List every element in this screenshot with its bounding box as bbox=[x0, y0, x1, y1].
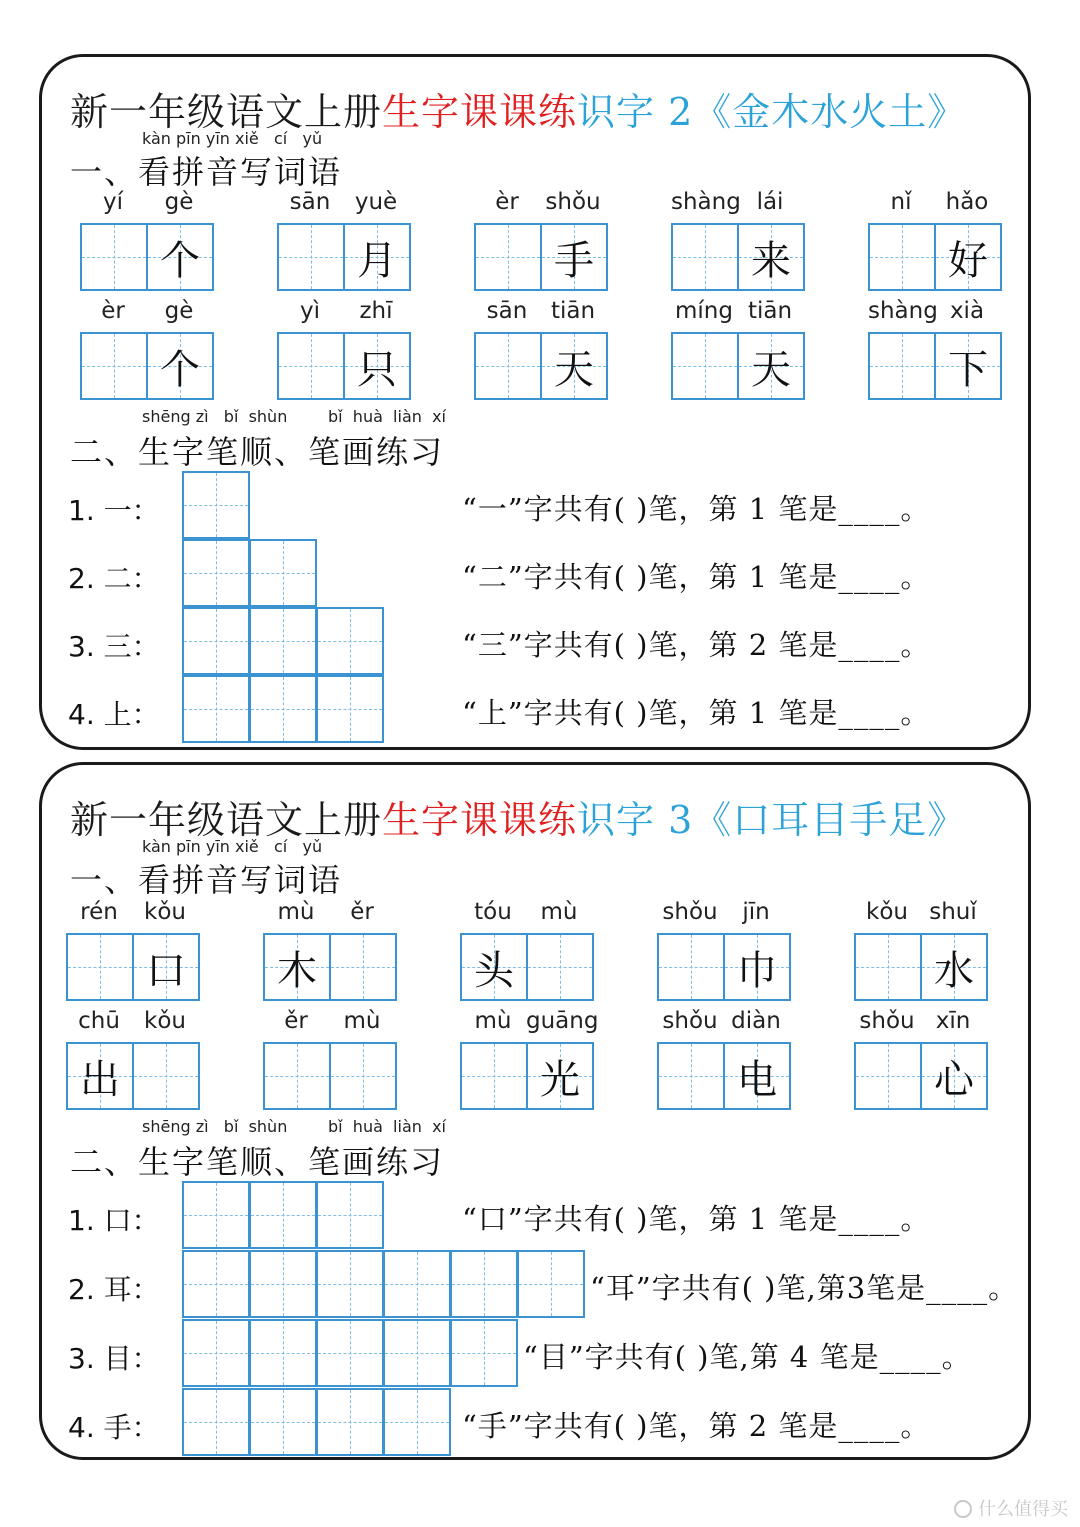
writing-cell[interactable] bbox=[920, 1042, 988, 1110]
cell-character: 月 bbox=[357, 237, 397, 284]
writing-cell[interactable] bbox=[132, 1042, 200, 1110]
cell-character bbox=[279, 334, 343, 398]
word-pinyin: èr bbox=[495, 189, 519, 215]
stroke-box[interactable] bbox=[450, 1250, 518, 1318]
cell-character bbox=[528, 935, 592, 999]
stroke-box[interactable] bbox=[249, 675, 317, 743]
stroke-box[interactable] bbox=[182, 539, 250, 607]
stroke-box[interactable] bbox=[182, 675, 250, 743]
stroke-box[interactable] bbox=[316, 607, 384, 675]
writing-cell[interactable] bbox=[657, 933, 725, 1001]
writing-cell[interactable] bbox=[920, 933, 988, 1001]
cell-character: 个 bbox=[160, 237, 200, 284]
word-pinyin: xīn bbox=[935, 1008, 971, 1034]
word-pinyin: yuè bbox=[354, 189, 398, 215]
cell-character: 头 bbox=[474, 947, 514, 994]
cell-character bbox=[856, 935, 920, 999]
section1-heading: 一、看拼音写词语 bbox=[70, 861, 343, 899]
writing-cell[interactable] bbox=[329, 933, 397, 1001]
stroke-question-label: 4. 手： bbox=[68, 1411, 160, 1444]
section2-pinyin: shēng zì bǐ shùn bǐ huà liàn xí bbox=[142, 407, 446, 426]
word-pinyin: shǒu bbox=[859, 1008, 915, 1034]
word-pinyin: shǒu bbox=[662, 1008, 718, 1034]
worksheet-card-1 bbox=[39, 54, 1031, 750]
writing-cell[interactable] bbox=[146, 223, 214, 291]
stroke-question-text: “一”字共有( )笔，第 1 笔是____。 bbox=[462, 492, 931, 526]
writing-cell[interactable] bbox=[737, 223, 805, 291]
stroke-question-text: “三”字共有( )笔，第 2 笔是____。 bbox=[462, 628, 931, 662]
word-pinyin: lái bbox=[756, 189, 784, 215]
stroke-question-label: 1. 一： bbox=[68, 494, 160, 527]
word-pinyin: hǎo bbox=[945, 189, 989, 215]
writing-cell[interactable] bbox=[737, 332, 805, 400]
writing-cell[interactable] bbox=[868, 332, 936, 400]
cell-character bbox=[673, 334, 737, 398]
stroke-question-text: “目”字共有( )笔,第 4 笔是____。 bbox=[523, 1340, 972, 1374]
word-pinyin: mù bbox=[277, 899, 315, 925]
title-lesson: 识字 3《口耳目手足》 bbox=[577, 798, 967, 842]
writing-cell[interactable] bbox=[671, 332, 739, 400]
writing-cell[interactable] bbox=[132, 933, 200, 1001]
cell-character bbox=[331, 935, 395, 999]
stroke-box[interactable] bbox=[182, 607, 250, 675]
word-pinyin: chū bbox=[78, 1008, 120, 1034]
writing-cell[interactable] bbox=[671, 223, 739, 291]
worksheet-card-2 bbox=[39, 762, 1031, 1460]
writing-cell[interactable] bbox=[540, 223, 608, 291]
word-pinyin: ěr bbox=[284, 1008, 308, 1034]
word-pinyin: jīn bbox=[742, 899, 770, 925]
section1-pinyin: kàn pīn yīn xiě cí yǔ bbox=[142, 129, 323, 148]
smzdm-logo-icon bbox=[954, 1500, 972, 1518]
writing-cell[interactable] bbox=[934, 223, 1002, 291]
writing-cell[interactable] bbox=[868, 223, 936, 291]
watermark-text: 什么值得买 bbox=[978, 1499, 1068, 1520]
cell-character: 光 bbox=[540, 1056, 580, 1103]
stroke-box[interactable] bbox=[249, 1319, 317, 1387]
cell-character: 出 bbox=[80, 1056, 120, 1103]
word-pinyin: tiān bbox=[550, 298, 596, 324]
cell-character bbox=[673, 225, 737, 289]
cell-character bbox=[82, 334, 146, 398]
cell-character bbox=[870, 225, 934, 289]
cell-character: 好 bbox=[948, 237, 988, 284]
writing-cell[interactable] bbox=[657, 1042, 725, 1110]
cell-character: 天 bbox=[554, 346, 594, 393]
writing-cell[interactable] bbox=[460, 933, 528, 1001]
writing-cell[interactable] bbox=[460, 1042, 528, 1110]
cell-character: 心 bbox=[934, 1056, 974, 1103]
section1-pinyin: kàn pīn yīn xiě cí yǔ bbox=[142, 837, 323, 856]
word-pinyin: èr bbox=[101, 298, 125, 324]
cell-character bbox=[870, 334, 934, 398]
stroke-question-text: “上”字共有( )笔，第 1 笔是____。 bbox=[462, 696, 931, 730]
watermark bbox=[954, 1495, 1068, 1521]
cell-character bbox=[476, 334, 540, 398]
stroke-question-label: 1. 口： bbox=[68, 1204, 160, 1237]
cell-character bbox=[659, 935, 723, 999]
stroke-box[interactable] bbox=[182, 1319, 250, 1387]
cell-character: 天 bbox=[751, 346, 791, 393]
stroke-box[interactable] bbox=[249, 1388, 317, 1456]
word-pinyin: rén bbox=[80, 899, 118, 925]
cell-character bbox=[279, 225, 343, 289]
stroke-box[interactable] bbox=[383, 1388, 451, 1456]
writing-cell[interactable] bbox=[474, 223, 542, 291]
stroke-question-label: 3. 目： bbox=[68, 1342, 160, 1375]
section2-pinyin: shēng zì bǐ shùn bǐ huà liàn xí bbox=[142, 1117, 446, 1136]
word-pinyin: diàn bbox=[731, 1008, 781, 1034]
title-highlight: 生字课课练 bbox=[382, 90, 578, 134]
writing-cell[interactable] bbox=[934, 332, 1002, 400]
stroke-question-label: 2. 二： bbox=[68, 562, 160, 595]
stroke-box[interactable] bbox=[450, 1319, 518, 1387]
stroke-box[interactable] bbox=[249, 607, 317, 675]
cell-character: 水 bbox=[934, 947, 974, 994]
stroke-box[interactable] bbox=[383, 1250, 451, 1318]
writing-cell[interactable] bbox=[854, 1042, 922, 1110]
writing-cell[interactable] bbox=[526, 933, 594, 1001]
word-pinyin: ěr bbox=[350, 899, 374, 925]
cell-character bbox=[331, 1044, 395, 1108]
cell-character: 木 bbox=[277, 947, 317, 994]
word-pinyin: zhī bbox=[359, 298, 393, 324]
stroke-question-label: 2. 耳： bbox=[68, 1273, 160, 1306]
word-pinyin: tiān bbox=[747, 298, 793, 324]
cell-character bbox=[68, 935, 132, 999]
stroke-box[interactable] bbox=[383, 1319, 451, 1387]
word-pinyin: míng bbox=[675, 298, 733, 324]
word-pinyin: mù bbox=[343, 1008, 381, 1034]
stroke-question-text: “二”字共有( )笔，第 1 笔是____。 bbox=[462, 560, 931, 594]
stroke-question-text: “耳”字共有( )笔,第3笔是____。 bbox=[590, 1271, 1019, 1305]
word-pinyin: gè bbox=[164, 298, 194, 324]
word-pinyin: yì bbox=[299, 298, 320, 324]
stroke-box[interactable] bbox=[517, 1250, 585, 1318]
stroke-box[interactable] bbox=[316, 1319, 384, 1387]
stroke-question-text: “手”字共有( )笔，第 2 笔是____。 bbox=[462, 1409, 931, 1443]
word-pinyin: shàng bbox=[671, 189, 741, 215]
writing-cell[interactable] bbox=[329, 1042, 397, 1110]
stroke-box[interactable] bbox=[316, 675, 384, 743]
word-pinyin: kǒu bbox=[866, 899, 908, 925]
cell-character: 巾 bbox=[737, 947, 777, 994]
cell-character bbox=[659, 1044, 723, 1108]
stroke-box[interactable] bbox=[316, 1388, 384, 1456]
cell-character bbox=[462, 1044, 526, 1108]
word-pinyin: tóu bbox=[474, 899, 512, 925]
word-pinyin: shǒu bbox=[545, 189, 601, 215]
word-pinyin: sān bbox=[486, 298, 528, 324]
stroke-box[interactable] bbox=[182, 1181, 250, 1249]
word-pinyin: mù bbox=[474, 1008, 512, 1034]
word-pinyin: guāng bbox=[526, 1008, 599, 1034]
writing-cell[interactable] bbox=[263, 933, 331, 1001]
writing-cell[interactable] bbox=[474, 332, 542, 400]
section2-heading: 二、生字笔顺、笔画练习 bbox=[70, 433, 445, 471]
cell-character bbox=[856, 1044, 920, 1108]
word-pinyin: mù bbox=[540, 899, 578, 925]
cell-character: 来 bbox=[751, 237, 791, 284]
writing-cell[interactable] bbox=[723, 933, 791, 1001]
writing-cell[interactable] bbox=[277, 223, 345, 291]
writing-cell[interactable] bbox=[854, 933, 922, 1001]
title-lesson: 识字 2《金木水火土》 bbox=[577, 90, 967, 134]
word-pinyin: kǒu bbox=[144, 899, 186, 925]
stroke-box[interactable] bbox=[182, 1250, 250, 1318]
word-pinyin: yí bbox=[102, 189, 123, 215]
word-pinyin: shuǐ bbox=[929, 899, 977, 925]
stroke-question-label: 4. 上： bbox=[68, 698, 160, 731]
writing-cell[interactable] bbox=[277, 332, 345, 400]
word-pinyin: shàng bbox=[868, 298, 938, 324]
stroke-box[interactable] bbox=[182, 471, 250, 539]
cell-character: 只 bbox=[357, 346, 397, 393]
word-pinyin: xià bbox=[949, 298, 985, 324]
stroke-box[interactable] bbox=[249, 1250, 317, 1318]
cell-character bbox=[265, 1044, 329, 1108]
cell-character: 下 bbox=[948, 346, 988, 393]
cell-character bbox=[82, 225, 146, 289]
worksheet-title bbox=[70, 81, 966, 136]
stroke-question-text: “口”字共有( )笔，第 1 笔是____。 bbox=[462, 1202, 931, 1236]
cell-character bbox=[134, 1044, 198, 1108]
cell-character bbox=[476, 225, 540, 289]
stroke-box[interactable] bbox=[316, 1181, 384, 1249]
writing-cell[interactable] bbox=[263, 1042, 331, 1110]
title-prefix: 新一年级语文上册 bbox=[70, 798, 383, 842]
stroke-box[interactable] bbox=[249, 539, 317, 607]
writing-cell[interactable] bbox=[146, 332, 214, 400]
writing-cell[interactable] bbox=[80, 332, 148, 400]
writing-cell[interactable] bbox=[526, 1042, 594, 1110]
writing-cell[interactable] bbox=[80, 223, 148, 291]
title-prefix: 新一年级语文上册 bbox=[70, 90, 383, 134]
word-pinyin: sān bbox=[289, 189, 331, 215]
word-pinyin: shǒu bbox=[662, 899, 718, 925]
word-pinyin: kǒu bbox=[144, 1008, 186, 1034]
writing-cell[interactable] bbox=[66, 933, 134, 1001]
cell-character: 手 bbox=[554, 237, 594, 284]
word-pinyin: nǐ bbox=[890, 189, 912, 215]
stroke-box[interactable] bbox=[182, 1388, 250, 1456]
title-highlight: 生字课课练 bbox=[382, 798, 578, 842]
worksheet-title bbox=[70, 789, 966, 844]
cell-character: 个 bbox=[160, 346, 200, 393]
writing-cell[interactable] bbox=[540, 332, 608, 400]
word-pinyin: gè bbox=[164, 189, 194, 215]
section1-heading: 一、看拼音写词语 bbox=[70, 153, 343, 191]
writing-cell[interactable] bbox=[66, 1042, 134, 1110]
stroke-box[interactable] bbox=[316, 1250, 384, 1318]
cell-character: 口 bbox=[146, 947, 186, 994]
writing-cell[interactable] bbox=[343, 332, 411, 400]
stroke-question-label: 3. 三： bbox=[68, 630, 160, 663]
writing-cell[interactable] bbox=[723, 1042, 791, 1110]
section2-heading: 二、生字笔顺、笔画练习 bbox=[70, 1143, 445, 1181]
writing-cell[interactable] bbox=[343, 223, 411, 291]
stroke-box[interactable] bbox=[249, 1181, 317, 1249]
cell-character: 电 bbox=[737, 1056, 777, 1103]
